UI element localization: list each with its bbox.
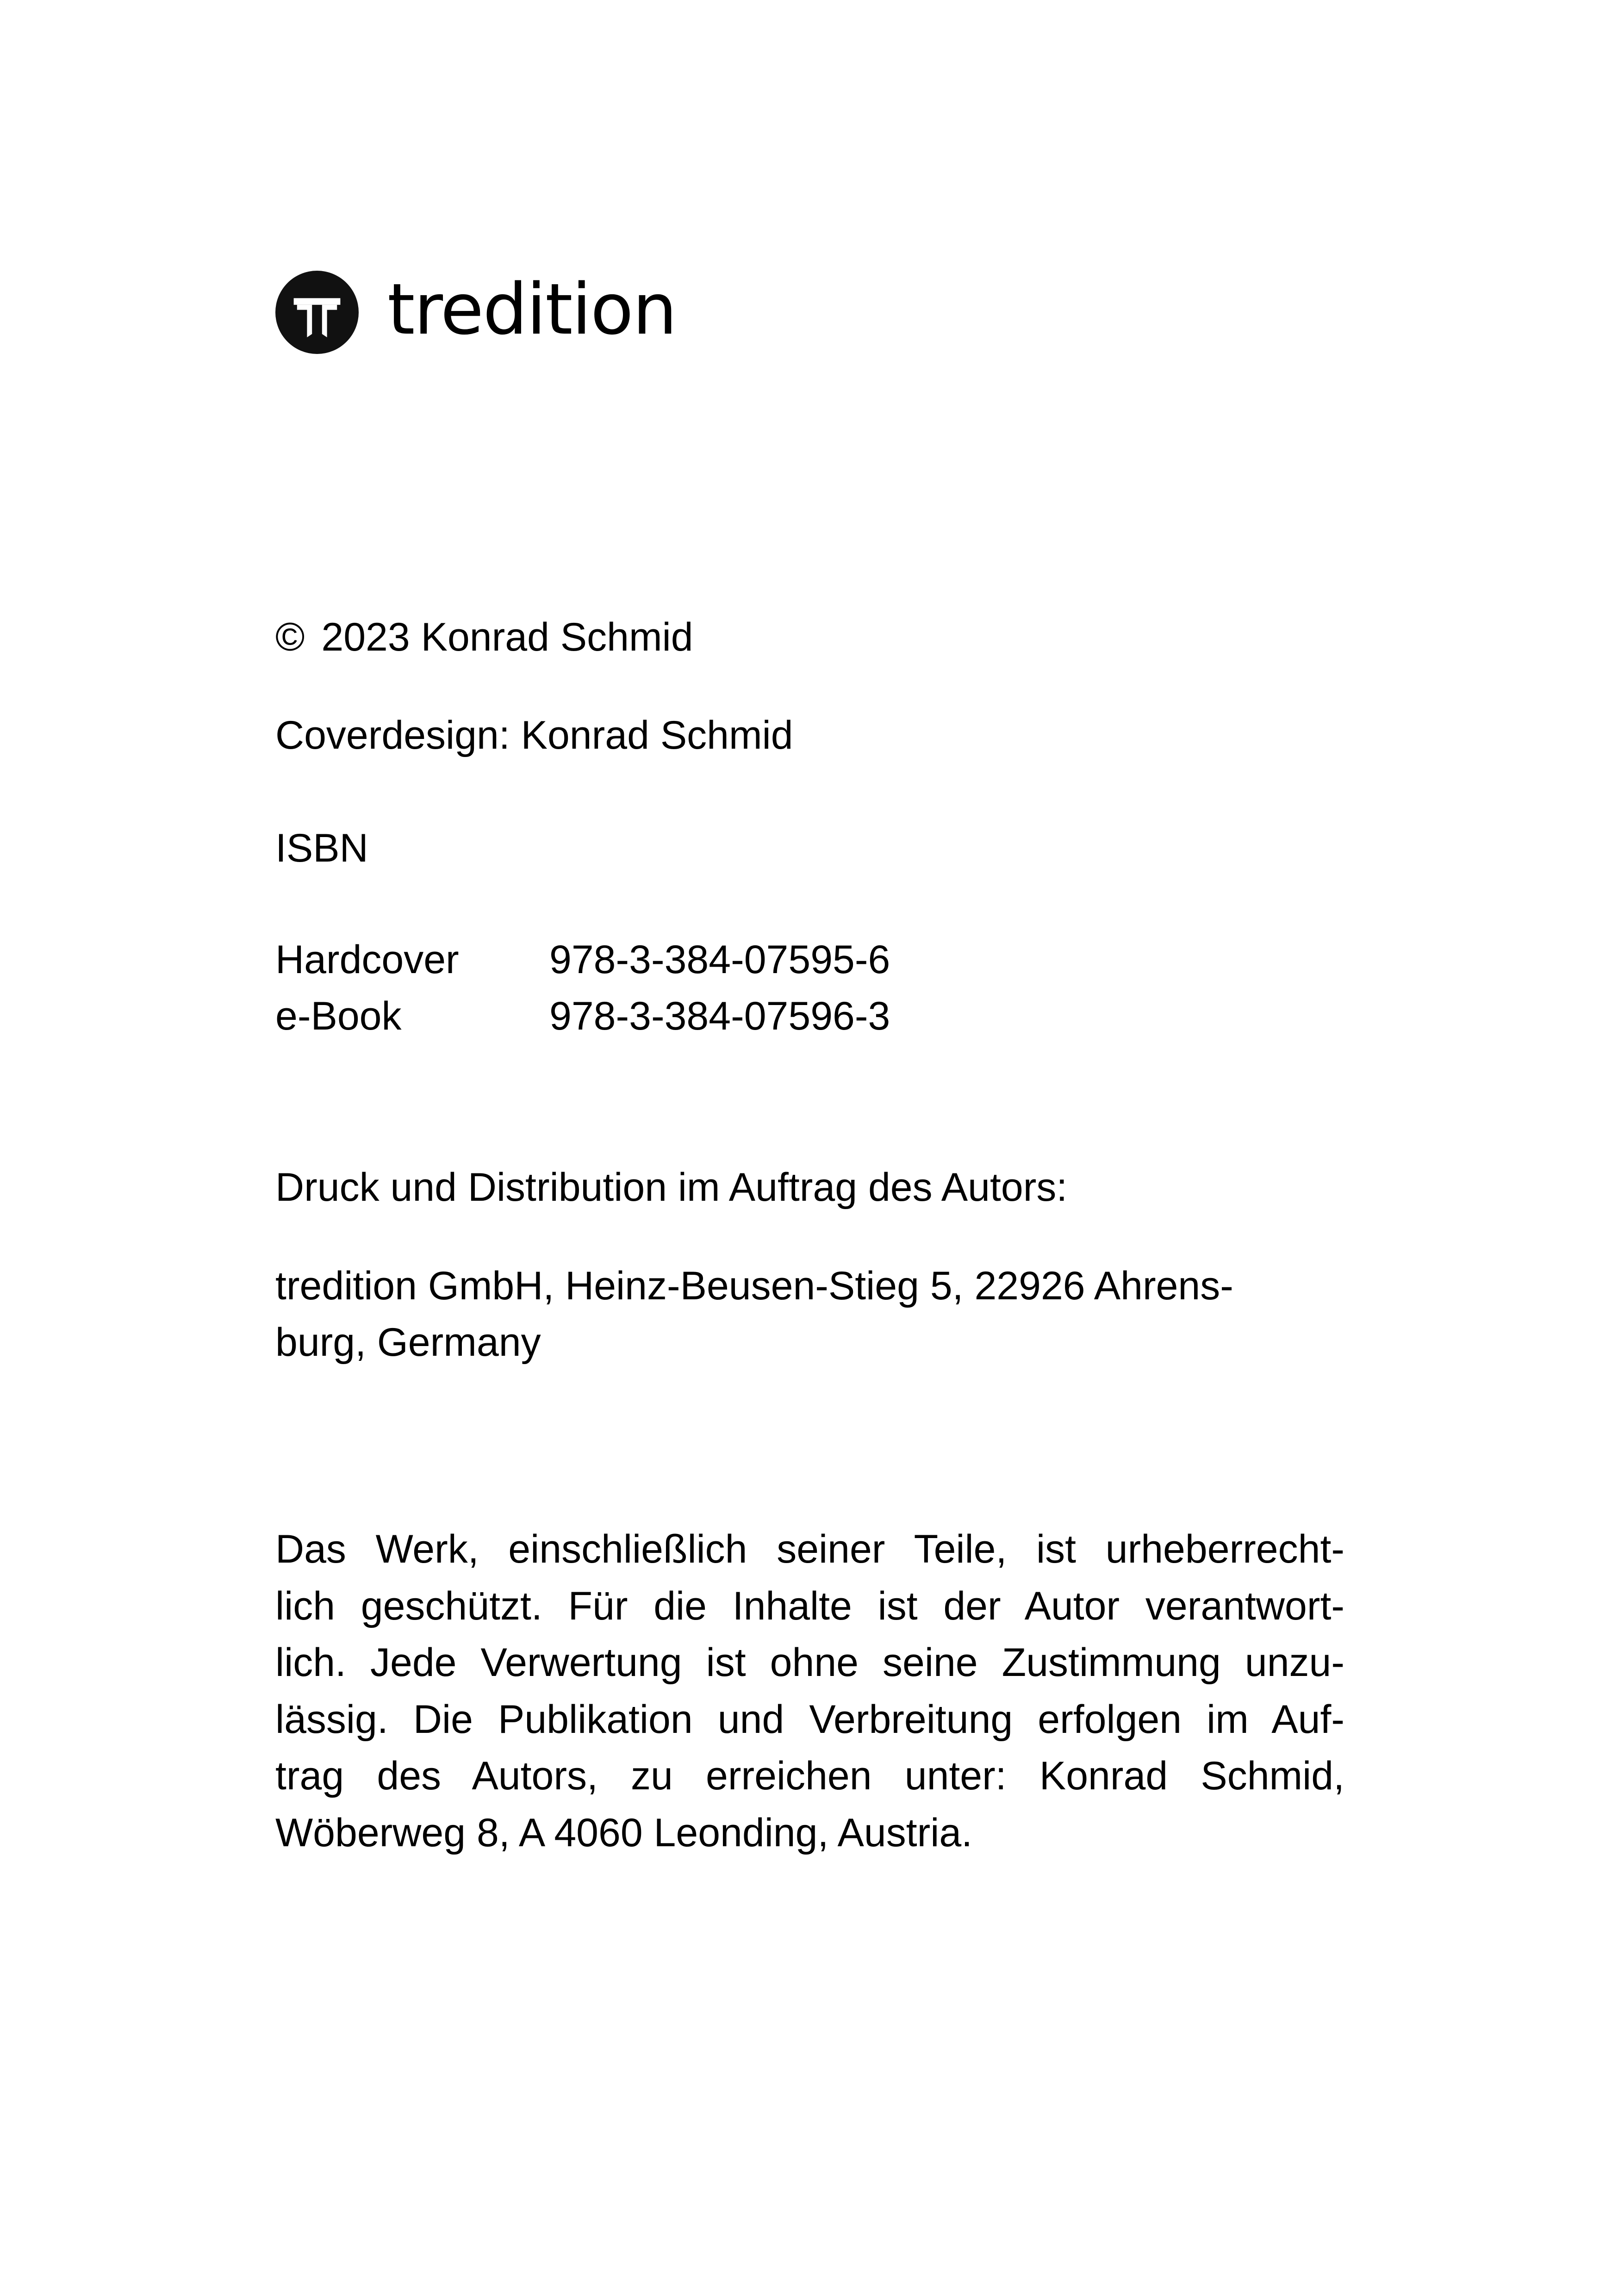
isbn-label: ISBN (275, 826, 368, 870)
isbn-format: Hardcover (275, 937, 459, 982)
publisher-logo (275, 268, 677, 354)
legal-notice (275, 1521, 1344, 1861)
isbn-row-hardcover (275, 931, 890, 988)
legal-line: Das Werk, einschließlich seiner Teile, ist urheberrecht- (275, 1527, 1344, 1571)
isbn-row-ebook (275, 988, 890, 1044)
publisher-address (275, 1258, 1233, 1371)
address-line: tredition GmbH, Heinz-Beusen-Stieg 5, 22926 Ahrens- (275, 1264, 1233, 1308)
copyright-text: 2023 Konrad Schmid (321, 615, 693, 659)
legal-line: lich geschützt. Für die Inhalte ist der Autor verantwort- (275, 1583, 1344, 1628)
copyright-symbol: © (275, 615, 305, 659)
legal-line: Wöberweg 8, A 4060 Leonding, Austria. (275, 1810, 973, 1855)
address-line: burg, Germany (275, 1320, 541, 1365)
isbn-number: 978-3-384-07596-3 (549, 994, 890, 1038)
legal-line: trag des Autors, zu erreichen unter: Konrad Schmid, (275, 1754, 1344, 1798)
coverdesign-credit: Coverdesign: Konrad Schmid (275, 713, 793, 757)
isbn-number: 978-3-384-07595-6 (549, 937, 890, 982)
tredition-logo-icon (275, 271, 359, 354)
publisher-name: tredition (387, 268, 677, 350)
distribution-heading: Druck und Distribution im Auftrag des Autors: (275, 1165, 1068, 1210)
legal-line: lässig. Die Publikation und Verbreitung erfolgen im Auf- (275, 1697, 1344, 1742)
isbn-format: e-Book (275, 994, 402, 1038)
legal-line: lich. Jede Verwertung ist ohne seine Zustimmung unzu- (275, 1640, 1344, 1685)
copyright-line (275, 609, 693, 665)
